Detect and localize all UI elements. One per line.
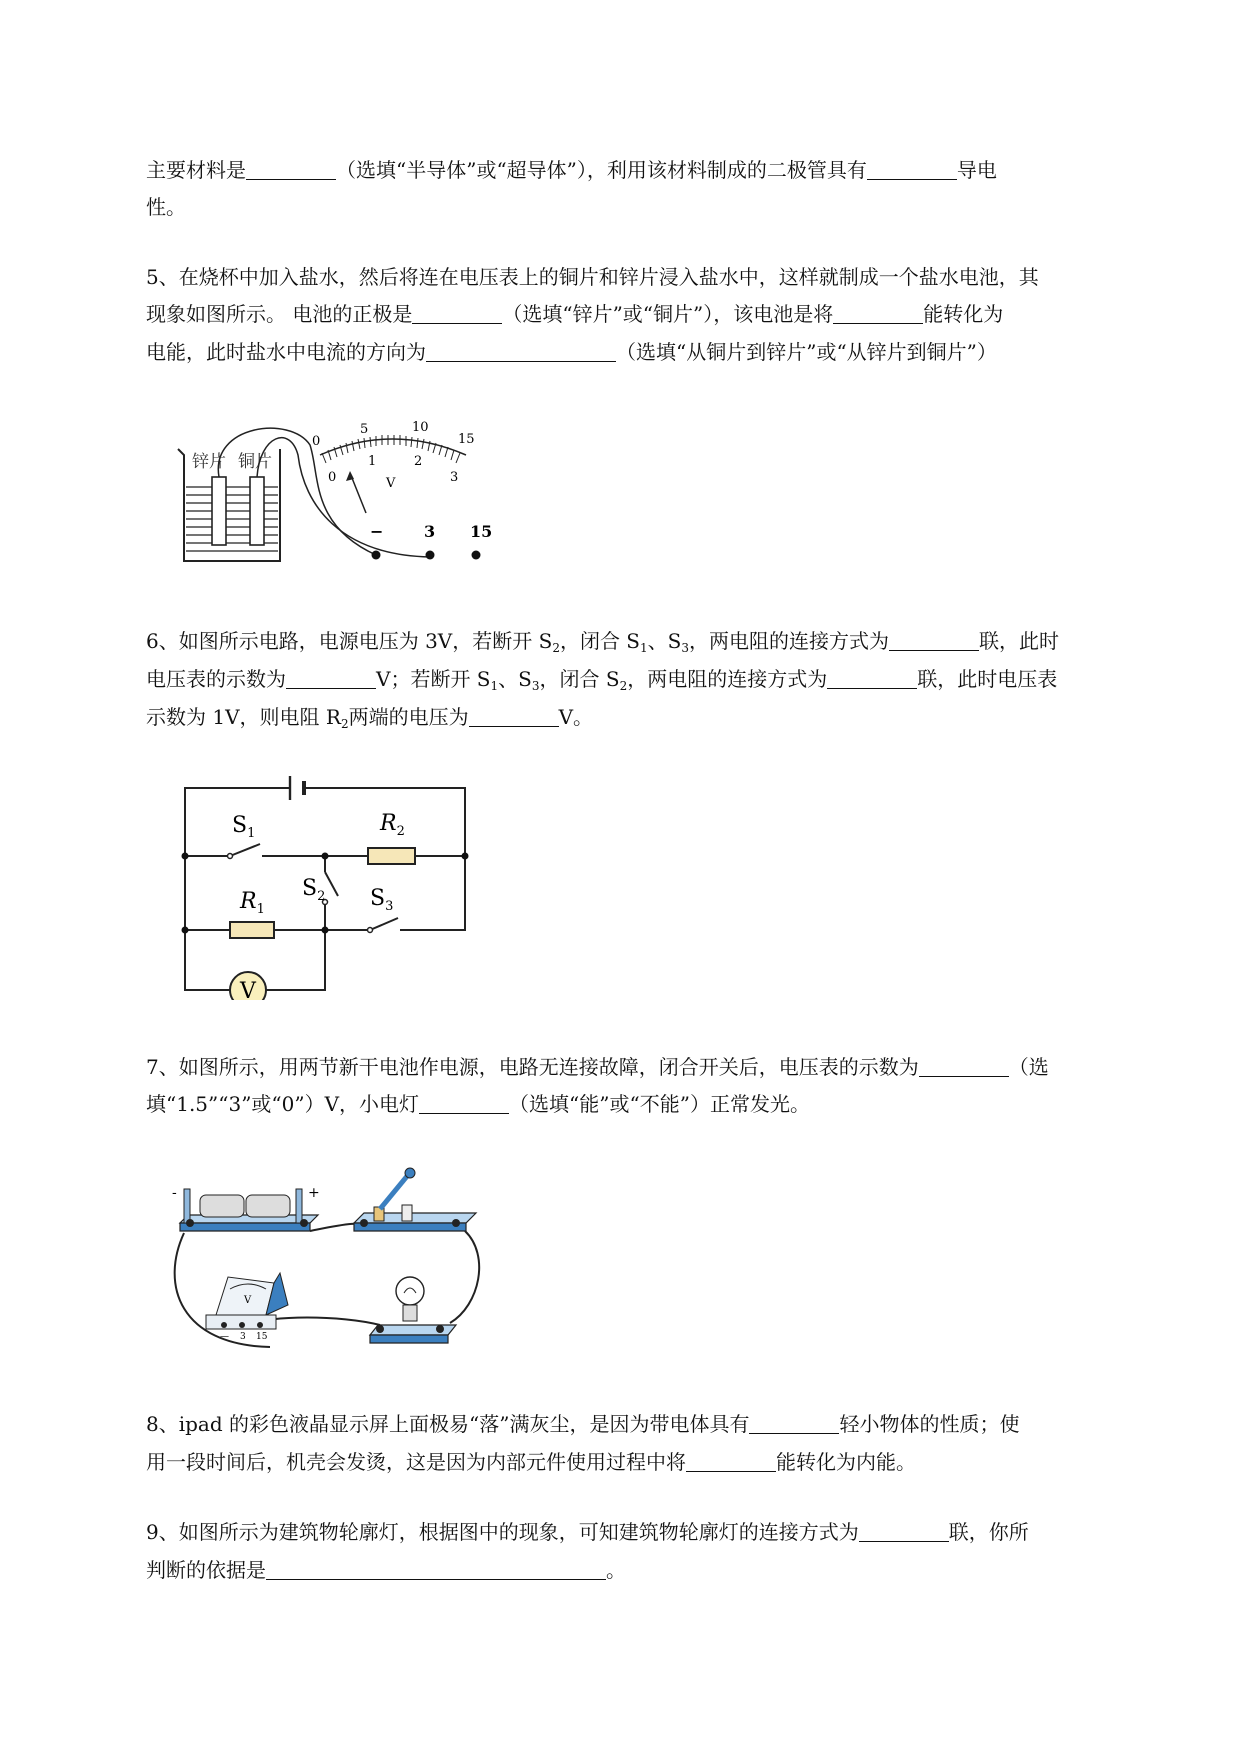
q5-battery-voltmeter-figure: [170, 415, 530, 575]
q4-line-2: [146, 193, 186, 221]
q4-text: 性。: [146, 195, 186, 219]
junction-dot: [182, 853, 189, 860]
q6-text: ，两电阻的连接方式为: [689, 629, 889, 653]
q4-text: 主要材料是: [146, 158, 246, 182]
q7-text: 填“1.5”“3”或“0”）V，小电灯: [146, 1092, 420, 1116]
switch-s2: [325, 872, 338, 896]
q6-text: 电压表的示数为: [146, 667, 286, 691]
q6-circuit-figure: [170, 770, 470, 1000]
answer-blank[interactable]: [286, 668, 376, 689]
q9-text: 9、如图所示为建筑物轮廓灯，根据图中的现象，可知建筑物轮廓灯的连接方式为: [146, 1520, 859, 1544]
q7-text: （选: [1008, 1055, 1049, 1079]
voltmeter-label: V: [244, 1295, 252, 1306]
junction-dot: [322, 853, 329, 860]
junction-dot: [462, 853, 469, 860]
scale-label: 0: [328, 470, 337, 485]
q5-line-3: [146, 338, 997, 366]
answer-blank[interactable]: [867, 159, 957, 180]
answer-blank[interactable]: [919, 1056, 1009, 1077]
wire: [257, 438, 430, 557]
answer-blank[interactable]: [749, 1413, 839, 1434]
terminal-label: 3: [424, 522, 436, 541]
scale-label: 1: [368, 454, 377, 469]
q4-text: （选填“半导体”或“超导体”），利用该材料制成的二极管具有: [336, 158, 867, 182]
q8-line-2: [146, 1448, 916, 1476]
scale-label: 10: [412, 420, 429, 435]
copper-plate: [250, 477, 264, 545]
answer-blank[interactable]: [833, 303, 923, 324]
answer-blank[interactable]: [246, 159, 336, 180]
q6-text: ，闭合 S: [559, 629, 641, 653]
terminal-label: 15: [470, 522, 493, 541]
q9-line-1: [146, 1518, 1029, 1546]
q4-line-1: [146, 156, 997, 184]
terminal-dot: [472, 551, 481, 560]
switch-s1: [230, 844, 260, 856]
q6-text: 、S: [498, 667, 532, 691]
scale-label: 0: [312, 434, 321, 449]
q7-text: 7、如图所示，用两节新干电池作电源，电路无连接故障，闭合开关后，电压表的示数为: [146, 1055, 919, 1079]
answer-blank[interactable]: [412, 303, 502, 324]
q5-text: 现象如图所示。 电池的正极是: [146, 302, 413, 326]
switch-s3: [370, 918, 398, 930]
terminal-dot: [372, 551, 381, 560]
resistor-r1: [230, 922, 274, 938]
q6-text: 示数为 1V，则电阻 R: [146, 705, 341, 729]
scale-label: 15: [458, 432, 475, 447]
subscript: 2: [619, 679, 628, 693]
subscript: 3: [531, 679, 540, 693]
resistor-r2: [368, 848, 415, 864]
q9-text: 判断的依据是: [146, 1558, 266, 1582]
wire: [218, 428, 376, 555]
plus-label: +: [308, 1185, 320, 1201]
q6-text: 、S: [647, 629, 682, 653]
subscript: 1: [490, 679, 499, 693]
answer-blank[interactable]: [426, 341, 616, 362]
q4-text: 导电: [956, 158, 997, 182]
q9-text: 联，你所: [948, 1520, 1029, 1544]
voltmeter-label: V: [240, 979, 256, 1000]
q5-line-2: [146, 300, 1003, 328]
knife-switch: [354, 1168, 476, 1231]
answer-blank[interactable]: [419, 1093, 509, 1114]
q5-text: 能转化为: [923, 302, 1004, 326]
scale-label: 3: [450, 470, 459, 485]
q7-line-2: [146, 1090, 810, 1118]
wire: [450, 1231, 479, 1323]
minus-label: -: [172, 1185, 177, 1201]
answer-blank[interactable]: [469, 706, 559, 727]
q6-text: V。: [558, 705, 594, 729]
q6-line-3: [146, 703, 593, 738]
answer-blank[interactable]: [827, 668, 917, 689]
s2-label: $S_2$: [302, 876, 326, 904]
q8-text: 用一段时间后，机壳会发烫，这是因为内部元件使用过程中将: [146, 1450, 686, 1474]
subscript: 2: [552, 641, 560, 655]
q7-line-1: [146, 1053, 1049, 1081]
q7-physical-circuit-figure: [170, 1165, 490, 1355]
subscript: 3: [681, 641, 689, 655]
battery-holder: [180, 1189, 318, 1231]
q6-text: V；若断开 S: [376, 667, 491, 691]
r1-label: $R_1$: [240, 889, 265, 917]
q6-line-1: [146, 627, 1059, 662]
q5-text: 电能，此时盐水中电流的方向为: [146, 340, 426, 364]
q5-line-1: [146, 263, 1039, 291]
q8-text: 8、ipad 的彩色液晶显示屏上面极易“落”满灰尘，是因为带电体具有: [146, 1412, 750, 1436]
r2-label: $R_2$: [380, 811, 405, 839]
voltmeter-scale: [320, 435, 466, 463]
terminal-label: 15: [256, 1332, 268, 1342]
q9-text: 。: [606, 1558, 626, 1582]
s3-label: $S_3$: [370, 886, 394, 914]
zinc-label: 锌片: [192, 452, 226, 472]
q5-text: （选填“从铜片到锌片”或“从锌片到铜片”）: [616, 340, 997, 364]
switch-contact: [228, 854, 233, 859]
light-bulb: [370, 1277, 456, 1343]
q5-text: （选填“锌片”或“铜片”），该电池是将: [502, 302, 834, 326]
q6-text: 联，此时电压表: [917, 667, 1058, 691]
q5-text: 5、在烧杯中加入盐水，然后将连在电压表上的铜片和锌片浸入盐水中，这样就制成一个盐水电池，其: [146, 265, 1039, 289]
scale-label: 2: [414, 454, 423, 469]
s1-label: $S_1$: [232, 813, 256, 841]
q6-text: 两端的电压为: [348, 705, 469, 729]
terminal-label: 3: [240, 1332, 246, 1342]
unit-label: V: [386, 476, 396, 491]
scale-label: 5: [360, 422, 369, 437]
switch-contact: [368, 928, 373, 933]
answer-blank[interactable]: [686, 1451, 776, 1472]
q9-line-2: [146, 1556, 626, 1584]
q8-text: 轻小物体的性质；使: [839, 1412, 1020, 1436]
q6-line-2: [146, 665, 1057, 700]
q6-text: 联，此时: [979, 629, 1059, 653]
subscript: 2: [340, 717, 349, 731]
q8-line-1: [146, 1410, 1019, 1438]
q6-text: 6、如图所示电路，电源电压为 3V，若断开 S: [146, 629, 553, 653]
answer-blank[interactable]: [889, 630, 979, 651]
terminal-dot: [426, 551, 435, 560]
junction-dot: [182, 927, 189, 934]
q7-text: （选填“能”或“不能”）正常发光。: [509, 1092, 810, 1116]
zinc-plate: [212, 477, 226, 545]
subscript: 1: [640, 641, 648, 655]
answer-blank[interactable]: [859, 1521, 949, 1542]
answer-blank[interactable]: [266, 1559, 606, 1580]
copper-label: 铜片: [238, 452, 272, 472]
terminal-label: −: [370, 522, 384, 541]
junction-dot: [322, 927, 329, 934]
terminal-label: —: [220, 1332, 229, 1342]
q6-text: ，闭合 S: [539, 667, 620, 691]
q8-text: 能转化为内能。: [776, 1450, 916, 1474]
q6-text: ，两电阻的连接方式为: [627, 667, 828, 691]
